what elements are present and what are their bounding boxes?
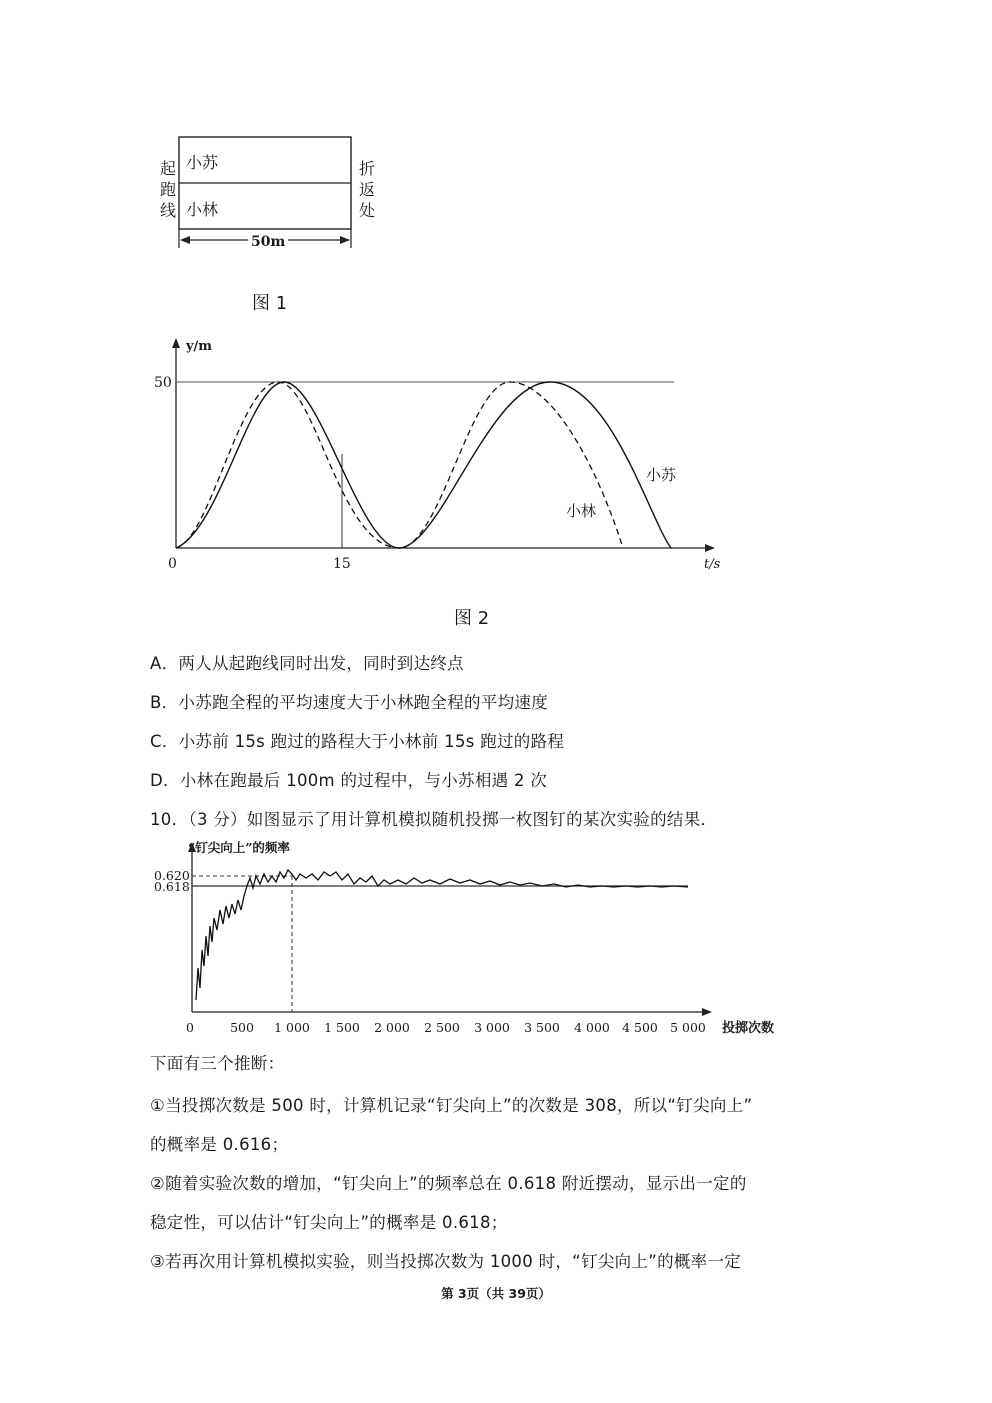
x-tick-4500: 4 500 — [622, 1020, 658, 1035]
figure2-caption: 图 2 — [454, 608, 490, 629]
series-label-xiaolin: 小林 — [566, 502, 597, 520]
lane-bottom-label: 小林 — [186, 200, 219, 219]
series-label-xiaosu: 小苏 — [646, 466, 677, 484]
x-tick-3000: 3 000 — [474, 1020, 510, 1035]
lane-top-label: 小苏 — [186, 153, 219, 172]
q10-frequency-chart — [150, 838, 800, 1040]
option-a: A．两人从起跑线同时出发，同时到达终点 — [150, 654, 464, 673]
start-line-label: 起跑线 — [159, 159, 176, 220]
dim-arrow-left — [180, 236, 190, 244]
y-tick-0620: 0.620 — [154, 868, 190, 883]
x-tick-5000: 5 000 — [670, 1020, 706, 1035]
inference-1-line-1: ①当投掷次数是 500 时，计算机记录“钉尖向上”的次数是 308，所以“钉尖向上” — [150, 1096, 753, 1115]
x-tick-1500: 1 500 — [324, 1020, 360, 1035]
inference-2-line-2: 稳定性，可以估计“钉尖向上”的概率是 0.618； — [150, 1213, 508, 1232]
y-axis-arrow — [172, 338, 180, 348]
inference-2-line-1: ②随着实验次数的增加，“钉尖向上”的频率总在 0.618 附近摆动，显示出一定的 — [150, 1174, 747, 1193]
inference-lead: 下面有三个推断： — [150, 1054, 285, 1073]
inference-1-line-2: 的概率是 0.616； — [150, 1135, 289, 1154]
distance-label: 50m — [248, 234, 288, 250]
x-tick-2500: 2 500 — [424, 1020, 460, 1035]
frequency-curve — [196, 870, 688, 1000]
inference-3-line-1: ③若再次用计算机模拟实验，则当投掷次数为 1000 时，“钉尖向上”的概率一定 — [150, 1252, 742, 1271]
x-axis-arrow — [702, 1008, 712, 1016]
x-tick-0: 0 — [168, 556, 177, 572]
x-axis-arrow — [705, 544, 715, 552]
x-tick-500: 500 — [230, 1020, 254, 1035]
y-tick-0618: 0.618 — [154, 879, 190, 894]
page-number-footer: 第 3页（共 39页） — [441, 1286, 551, 1301]
x-axis-label: t/s — [704, 557, 721, 572]
figure1-caption: 图 1 — [252, 293, 288, 314]
series-xiaolin-curve — [176, 382, 623, 548]
dim-arrow-right — [340, 236, 350, 244]
x-tick-2000: 2 000 — [374, 1020, 410, 1035]
x-axis-label: 投掷次数 — [722, 1021, 775, 1036]
y-tick-50: 50 — [154, 375, 172, 391]
x-tick-4000: 4 000 — [574, 1020, 610, 1035]
x-tick-1000: 1 000 — [274, 1020, 310, 1035]
y-axis-label: “钉尖向上”的频率 — [188, 840, 290, 855]
y-axis-label: y/m — [186, 339, 213, 354]
option-c: C．小苏前 15s 跑过的路程大于小林前 15s 跑过的路程 — [150, 732, 565, 751]
option-d: D．小林在跑最后 100m 的过程中，与小苏相遇 2 次 — [150, 771, 548, 790]
x-tick-15: 15 — [333, 556, 351, 572]
question-10-stem: 10．（3 分）如图显示了用计算机模拟随机投掷一枚图钉的某次实验的结果． — [150, 810, 718, 829]
x-tick-0: 0 — [186, 1020, 194, 1035]
turn-point-label: 折返处 — [358, 159, 375, 220]
option-b: B．小苏跑全程的平均速度大于小林跑全程的平均速度 — [150, 693, 549, 712]
x-tick-3500: 3 500 — [524, 1020, 560, 1035]
figure2-distance-time-chart — [150, 330, 730, 580]
